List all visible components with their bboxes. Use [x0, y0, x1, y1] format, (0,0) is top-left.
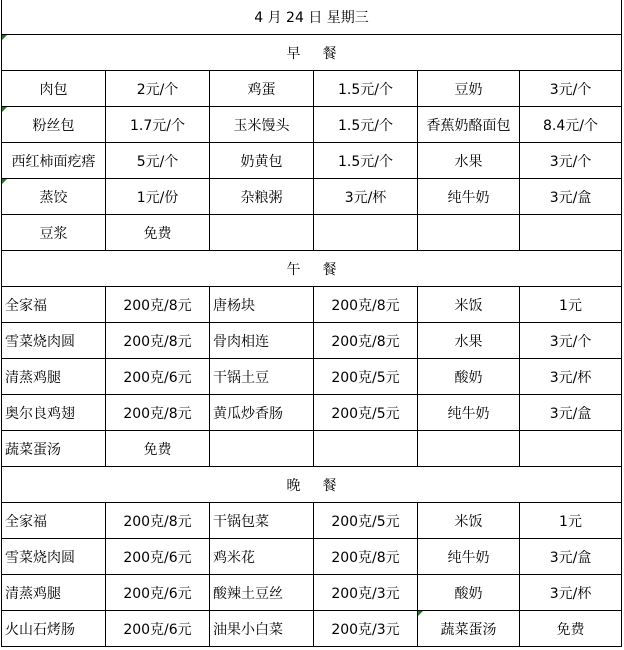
dinner-suffix-label: 餐	[322, 477, 337, 494]
item-name: 香蕉奶酪面包	[418, 107, 520, 143]
item-name: 水果	[418, 323, 520, 359]
item-price: 200克/5元	[314, 503, 418, 539]
item-name: 杂粮粥	[210, 179, 314, 215]
table-row	[2, 611, 622, 647]
section-header-breakfast	[2, 35, 622, 71]
item-price: 200克/3元	[314, 575, 418, 611]
item-name: 鸡蛋	[210, 71, 314, 107]
item-name: 西红柿面疙瘩	[2, 143, 106, 179]
item-name: 肉包	[2, 71, 106, 107]
table-row	[2, 395, 622, 431]
empty-cell	[210, 431, 314, 467]
item-name: 粉丝包	[2, 107, 106, 143]
item-name: 油果小白菜	[210, 611, 314, 647]
item-name: 酸奶	[418, 575, 520, 611]
item-name: 全家福	[2, 503, 106, 539]
item-name: 酸奶	[418, 359, 520, 395]
item-name: 豆浆	[2, 215, 106, 251]
table-row	[2, 503, 622, 539]
item-price: 3元/盒	[520, 179, 622, 215]
item-price: 200克/8元	[314, 323, 418, 359]
item-name: 骨肉相连	[210, 323, 314, 359]
item-name: 干锅土豆	[210, 359, 314, 395]
item-price: 1.7元/个	[106, 107, 210, 143]
item-name: 全家福	[2, 287, 106, 323]
table-row	[2, 575, 622, 611]
item-price: 1.5元/个	[314, 143, 418, 179]
breakfast-meal-label: 早	[286, 45, 301, 62]
item-name: 蒸饺	[2, 179, 106, 215]
item-price: 200克/6元	[106, 611, 210, 647]
empty-cell	[210, 215, 314, 251]
lunch-meal-label: 午	[286, 261, 301, 278]
item-price: 5元/个	[106, 143, 210, 179]
item-price: 200克/8元	[106, 503, 210, 539]
item-name: 米饭	[418, 503, 520, 539]
item-price: 3元/盒	[520, 539, 622, 575]
item-price: 1元	[520, 503, 622, 539]
item-price: 200克/6元	[106, 359, 210, 395]
item-price: 200克/5元	[314, 359, 418, 395]
section-header-dinner	[2, 467, 622, 503]
item-name: 酸辣土豆丝	[210, 575, 314, 611]
item-name: 豆奶	[418, 71, 520, 107]
item-name: 雪菜烧肉圆	[2, 539, 106, 575]
date-title: 4 月 24 日 星期三	[2, 0, 622, 35]
lunch-suffix-label: 餐	[322, 261, 337, 278]
item-price: 200克/8元	[314, 287, 418, 323]
table-row	[2, 215, 622, 251]
item-price: 免费	[520, 611, 622, 647]
empty-cell	[418, 215, 520, 251]
dinner-meal-label: 晚	[286, 477, 301, 494]
table-row	[2, 539, 622, 575]
menu-table	[1, 0, 622, 647]
item-price: 3元/杯	[520, 359, 622, 395]
item-price: 2元/个	[106, 71, 210, 107]
item-name: 清蒸鸡腿	[2, 575, 106, 611]
item-name: 干锅包菜	[210, 503, 314, 539]
title-row	[2, 0, 622, 35]
item-price: 3元/个	[520, 143, 622, 179]
item-price: 1.5元/个	[314, 71, 418, 107]
item-name: 纯牛奶	[418, 395, 520, 431]
table-row	[2, 71, 622, 107]
item-name: 鸡米花	[210, 539, 314, 575]
item-price: 1.5元/个	[314, 107, 418, 143]
empty-cell	[520, 431, 622, 467]
table-row	[2, 107, 622, 143]
empty-cell	[314, 215, 418, 251]
item-price: 3元/个	[520, 323, 622, 359]
item-price: 免费	[106, 431, 210, 467]
item-price: 200克/8元	[106, 395, 210, 431]
table-row	[2, 431, 622, 467]
item-price: 1元	[520, 287, 622, 323]
item-price: 200克/8元	[106, 323, 210, 359]
item-name: 清蒸鸡腿	[2, 359, 106, 395]
item-name: 纯牛奶	[418, 179, 520, 215]
item-price: 200克/5元	[314, 395, 418, 431]
section-breakfast	[2, 35, 622, 71]
item-name: 奶黄包	[210, 143, 314, 179]
item-price: 200克/8元	[106, 287, 210, 323]
table-row	[2, 359, 622, 395]
table-row	[2, 179, 622, 215]
item-name: 蔬菜蛋汤	[2, 431, 106, 467]
item-price: 3元/杯	[520, 575, 622, 611]
section-dinner	[2, 467, 622, 503]
table-row	[2, 287, 622, 323]
item-name: 雪菜烧肉圆	[2, 323, 106, 359]
item-price: 8.4元/个	[520, 107, 622, 143]
item-price: 200克/8元	[314, 539, 418, 575]
item-price: 3元/杯	[314, 179, 418, 215]
item-name: 纯牛奶	[418, 539, 520, 575]
item-name: 玉米馒头	[210, 107, 314, 143]
empty-cell	[418, 431, 520, 467]
item-name: 黄瓜炒香肠	[210, 395, 314, 431]
breakfast-suffix-label: 餐	[322, 45, 337, 62]
item-price: 3元/个	[520, 71, 622, 107]
section-header-lunch	[2, 251, 622, 287]
item-name: 蔬菜蛋汤	[418, 611, 520, 647]
item-name: 火山石烤肠	[2, 611, 106, 647]
item-price: 免费	[106, 215, 210, 251]
item-price: 200克/6元	[106, 575, 210, 611]
item-price: 1元/份	[106, 179, 210, 215]
item-price: 3元/盒	[520, 395, 622, 431]
item-name: 米饭	[418, 287, 520, 323]
item-name: 奥尔良鸡翅	[2, 395, 106, 431]
table-row	[2, 323, 622, 359]
item-price: 200克/6元	[106, 539, 210, 575]
item-name: 水果	[418, 143, 520, 179]
section-lunch	[2, 251, 622, 287]
empty-cell	[314, 431, 418, 467]
item-price: 200克/3元	[314, 611, 418, 647]
empty-cell	[520, 215, 622, 251]
table-row	[2, 143, 622, 179]
item-name: 唐杨块	[210, 287, 314, 323]
